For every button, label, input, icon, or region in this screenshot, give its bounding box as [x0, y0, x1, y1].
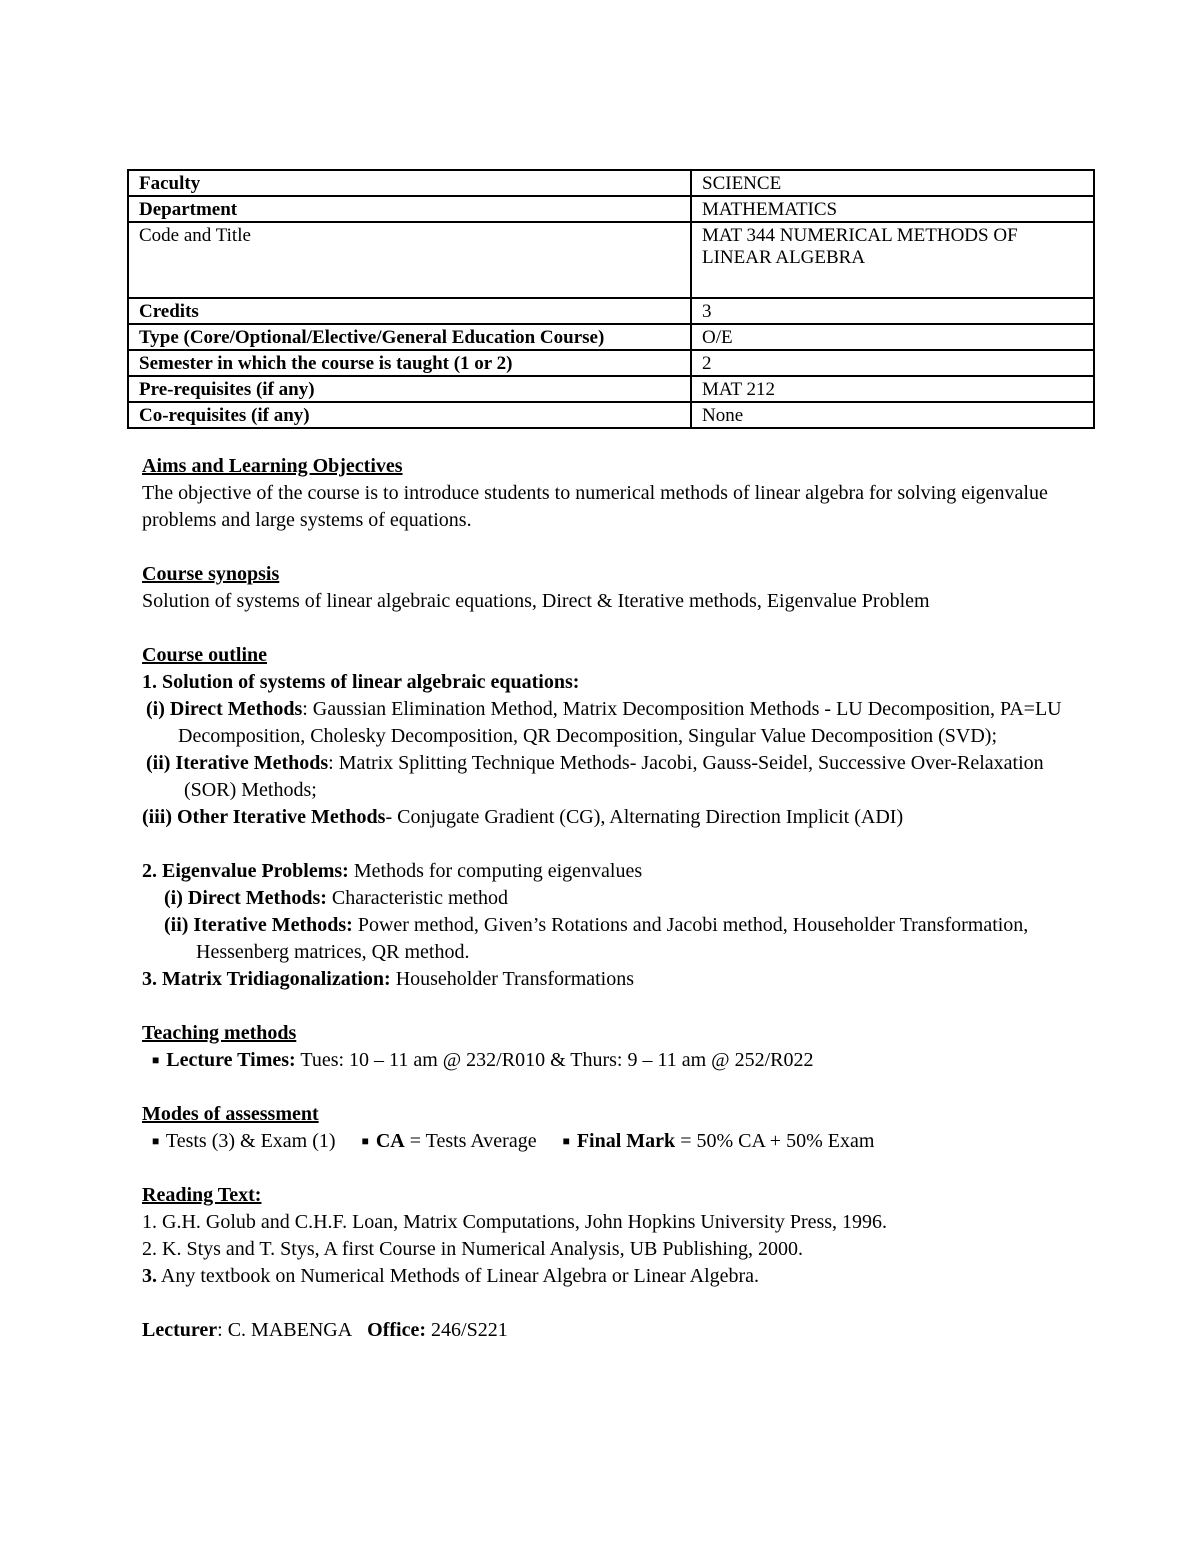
spacer	[142, 1155, 1072, 1182]
assessment-item-3-label: Final Mark	[576, 1130, 676, 1152]
lecture-times-text: Tues: 10 – 11 am @ 232/R010 & Thurs: 9 – 11 am @ 252/R022	[295, 1049, 814, 1071]
corequisites-value: None	[691, 402, 1094, 428]
table-row	[128, 402, 1094, 428]
spacer	[142, 1290, 1072, 1317]
outline-3-text: Householder Transformations	[390, 968, 635, 990]
table-row	[128, 350, 1094, 376]
reading-item-3-text: Any textbook on Numerical Methods of Linear Algebra or Linear Algebra.	[157, 1265, 760, 1287]
outline-2-ii-text: Power method, Given’s Rotations and Jacobi method, Householder Transformation, Hessenberg matrices, QR method.	[196, 914, 1029, 963]
office-value: 246/S221	[426, 1319, 508, 1341]
department-label: Department	[128, 196, 691, 222]
credits-value: 3	[691, 298, 1094, 324]
outline-2-ii	[142, 912, 1072, 966]
outline-2-label: 2. Eigenvalue Problems:	[142, 860, 349, 882]
office-label: Office:	[367, 1319, 427, 1341]
prerequisites-label: Pre-requisites (if any)	[128, 376, 691, 402]
reading-item	[142, 1263, 1072, 1290]
table-row	[128, 298, 1094, 324]
outline-1-i-text: : Gaussian Elimination Method, Matrix Decomposition Methods - LU Decomposition, PA=LU Decomposition, Cholesky Decomposition, QR Decomposition, Singular Value Decomposition (SVD);	[178, 698, 1062, 747]
outline-section-1-title: 1. Solution of systems of linear algebraic equations:	[142, 671, 580, 693]
syllabus-content	[142, 453, 1072, 1344]
reading-heading: Reading Text:	[142, 1184, 262, 1206]
semester-value: 2	[691, 350, 1094, 376]
assessment-heading: Modes of assessment	[142, 1103, 319, 1125]
faculty-label: Faculty	[128, 170, 691, 196]
lecturer-label: Lecturer	[142, 1319, 218, 1341]
synopsis-heading: Course synopsis	[142, 563, 280, 585]
assessment-item-2-text: = Tests Average	[404, 1130, 537, 1152]
type-value: O/E	[691, 324, 1094, 350]
outline-3-label: 3. Matrix Tridiagonalization:	[142, 968, 391, 990]
lecturer-line	[142, 1317, 1072, 1344]
lecture-times-label: Lecture Times:	[166, 1049, 296, 1071]
faculty-value: SCIENCE	[691, 170, 1094, 196]
teaching-item	[142, 1047, 1072, 1074]
credits-label: Credits	[128, 298, 691, 324]
assessment-item-1: Tests (3) & Exam (1)	[165, 1130, 336, 1152]
type-label: Type (Core/Optional/Elective/General Education Course)	[128, 324, 691, 350]
reading-item: 2. K. Stys and T. Stys, A first Course in Numerical Analysis, UB Publishing, 2000.	[142, 1238, 803, 1260]
bullet-icon: ■	[361, 1134, 369, 1148]
corequisites-label: Co-requisites (if any)	[128, 402, 691, 428]
code-title-label: Code and Title	[128, 222, 691, 298]
code-title-value: MAT 344 NUMERICAL METHODS OF LINEAR ALGEBRA	[691, 222, 1094, 298]
outline-1-ii	[142, 750, 1072, 804]
table-row	[128, 196, 1094, 222]
bullet-icon: ■	[562, 1134, 570, 1148]
table-row	[128, 324, 1094, 350]
lecturer-name: : C. MABENGA	[217, 1319, 353, 1341]
course-info-table	[127, 169, 1095, 429]
semester-label: Semester in which the course is taught (1 or 2)	[128, 350, 691, 376]
outline-2-i	[142, 885, 1072, 912]
outline-1-iii-label: (iii) Other Iterative Methods	[142, 806, 386, 828]
outline-1-iii-text: - Conjugate Gradient (CG), Alternating Direction Implicit (ADI)	[385, 806, 904, 828]
table-row	[128, 170, 1094, 196]
outline-1-i	[142, 696, 1072, 750]
outline-1-ii-label: (ii) Iterative Methods	[146, 752, 329, 774]
outline-2-i-label: (i) Direct Methods:	[164, 887, 327, 909]
outline-1-ii-text: : Matrix Splitting Technique Methods- Jacobi, Gauss-Seidel, Successive Over-Relaxation (SOR) Methods;	[184, 752, 1044, 801]
teaching-heading: Teaching methods	[142, 1022, 297, 1044]
outline-2-ii-label: (ii) Iterative Methods:	[164, 914, 353, 936]
reading-item: 1. G.H. Golub and C.H.F. Loan, Matrix Computations, John Hopkins University Press, 1996.	[142, 1211, 888, 1233]
aims-heading: Aims and Learning Objectives	[142, 455, 403, 477]
assessment-items	[142, 1128, 1072, 1155]
aims-text: The objective of the course is to introduce students to numerical methods of linear algebra for solving eigenvalue problems and large systems of equations.	[142, 482, 1048, 531]
outline-section-2	[142, 858, 1072, 885]
outline-1-iii	[142, 804, 1072, 831]
table-row	[128, 376, 1094, 402]
prerequisites-value: MAT 212	[691, 376, 1094, 402]
department-value: MATHEMATICS	[691, 196, 1094, 222]
assessment-item-3-text: = 50% CA + 50% Exam	[675, 1130, 875, 1152]
outline-heading: Course outline	[142, 644, 267, 666]
bullet-icon: ■	[152, 1053, 160, 1067]
outline-section-3	[142, 966, 1072, 993]
spacer	[142, 993, 1072, 1020]
outline-2-i-text: Characteristic method	[326, 887, 508, 909]
outline-2-text: Methods for computing eigenvalues	[348, 860, 643, 882]
spacer	[142, 615, 1072, 642]
bullet-icon: ■	[152, 1134, 160, 1148]
reading-item-3-number: 3.	[142, 1265, 157, 1287]
outline-1-i-label: (i) Direct Methods	[146, 698, 303, 720]
spacer	[142, 831, 1072, 858]
assessment-item-2-label: CA	[375, 1130, 405, 1152]
spacer	[142, 534, 1072, 561]
synopsis-text: Solution of systems of linear algebraic equations, Direct & Iterative methods, Eigenvalue Problem	[142, 590, 930, 612]
spacer	[142, 1074, 1072, 1101]
table-row	[128, 222, 1094, 298]
